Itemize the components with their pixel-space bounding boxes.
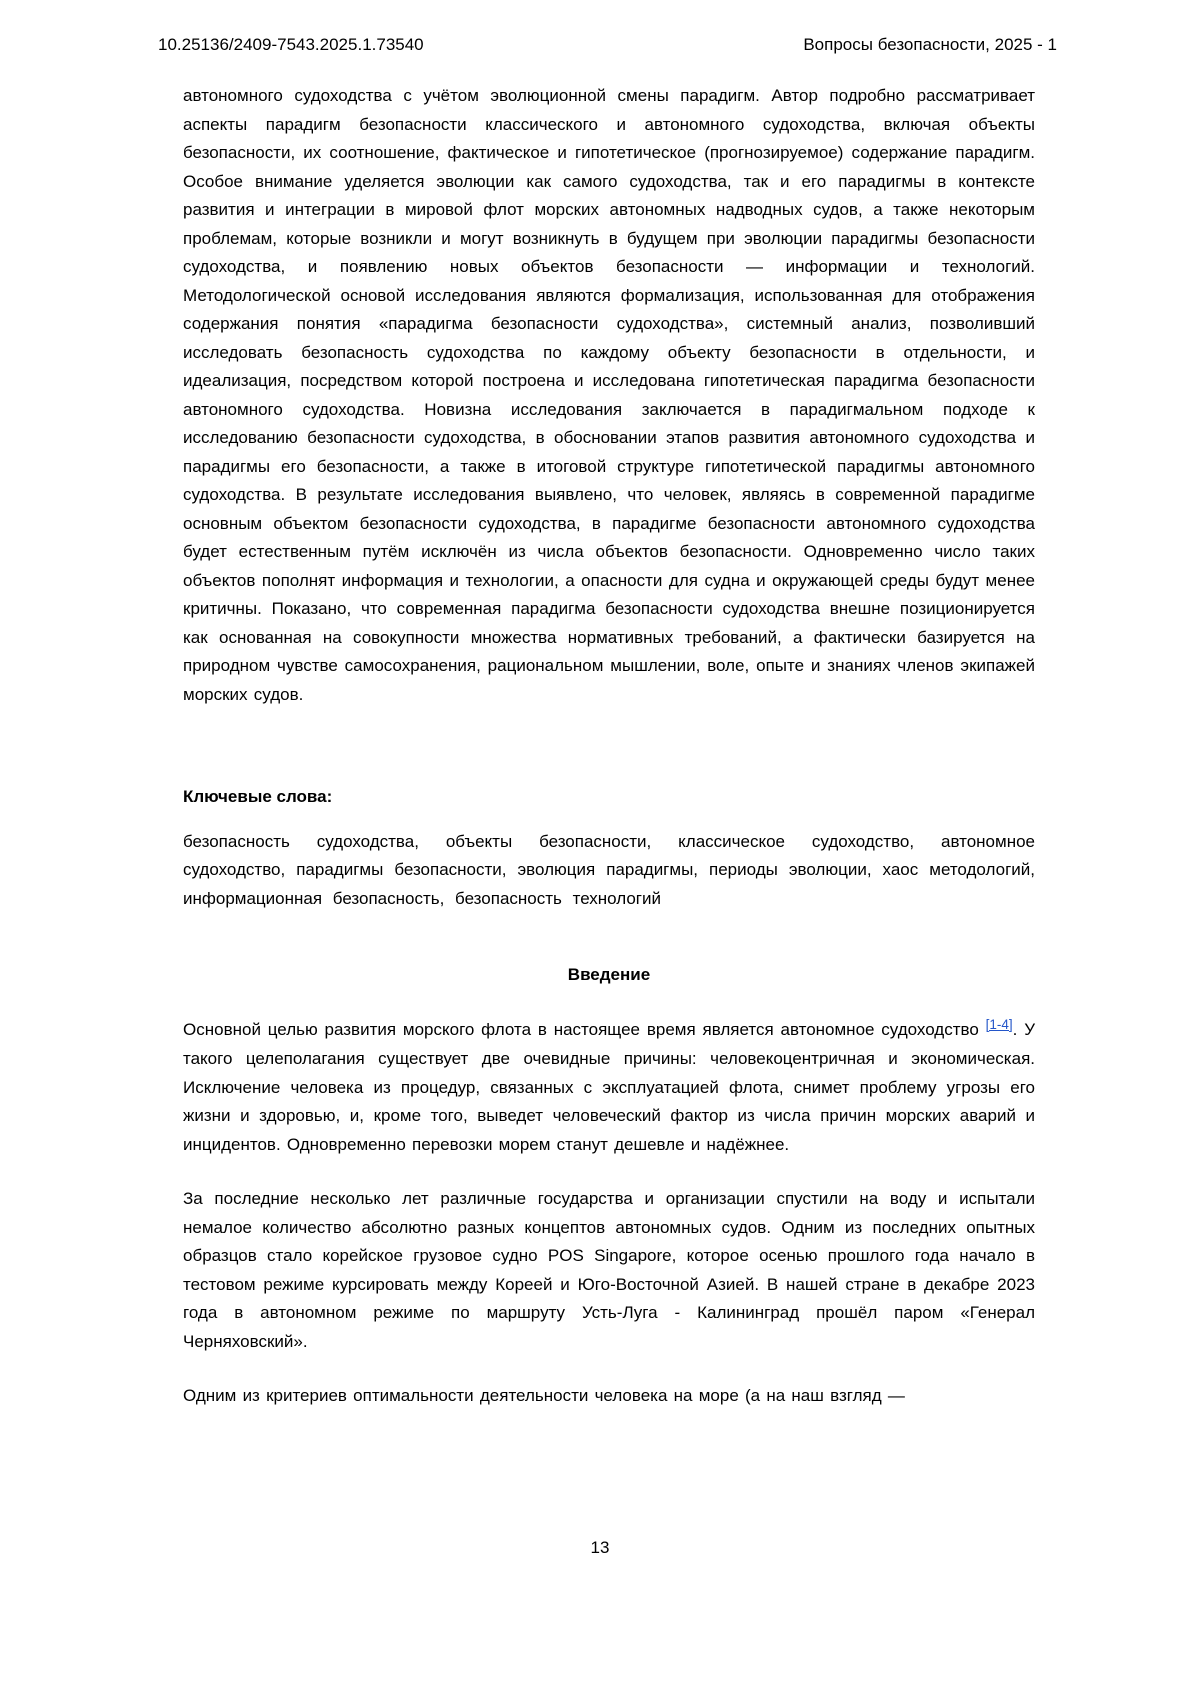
introduction-paragraph-3: Одним из критериев оптимальности деятельности человека на море (а на наш взгляд —	[183, 1386, 905, 1405]
citation-link-1-4[interactable]: [1-4]	[985, 1016, 1013, 1032]
introduction-paragraph-2: За последние несколько лет различные государства и организации спустили на воду и испытали немалое количество абсолютно разных концептов автономных судов. Одним из последних опытных образцов стало корейское грузовое судно POS Singapore, которое осенью прошлого года начало в тестовом режиме курсировать между Кореей и Юго-Восточной Азией. В нашей стране в декабре 2023 года в автономном режиме по маршруту Усть-Луга - Калининград прошёл паром «Генерал Черняховский».	[183, 1189, 1035, 1351]
header-doi: 10.25136/2409-7543.2025.1.73540	[158, 35, 424, 54]
page-content	[183, 82, 1035, 1411]
page-number: 13	[590, 1538, 610, 1557]
header-journal-title: Вопросы безопасности, 2025 - 1	[803, 35, 1057, 54]
paragraph-text-after-citation: . У такого целеполагания существует две очевидные причины: человекоцентричная и экономическая. Исключение человека из процедур, связанных с эксплуатацией флота, снимет проблему угрозы его жизни и здоровью, и, кроме того, выведет человеческий фактор из числа причин морских аварий и инцидентов. Одновременно перевозки морем станут дешевле и надёжнее.	[183, 1019, 1036, 1154]
page-header	[0, 0, 1200, 56]
keywords-label: Ключевые слова:	[183, 787, 333, 806]
introduction-paragraph-1	[183, 1016, 1035, 1160]
introduction-heading: Введение	[567, 965, 651, 984]
keywords-text: безопасность судоходства, объекты безопасности, классическое судоходство, автономное судоходство, парадигмы безопасности, эволюция парадигмы, периоды эволюции, хаос методологий, информационная безопасность, безопасность технологий	[183, 831, 1035, 908]
abstract-paragraph: автономного судоходства с учётом эволюционной смены парадигм. Автор подробно рассматривает аспекты парадигм безопасности классического и автономного судоходства, включая объекты безопасности, их соотношение, фактическое и гипотетическое (прогнозируемое) содержание парадигм. Особое внимание уделяется эволюции как самого судоходства, так и его парадигмы в контексте развития и интеграции в мировой флот морских автономных надводных судов, а также некоторым проблемам, которые возникли и могут возникнуть в будущем при эволюции парадигмы безопасности судоходства, и появлению новых объектов безопасности — информации и технологий. Методологической основой исследования являются формализация, использованная для отображения содержания понятия «парадигма безопасности судоходства», системный анализ, позволивший исследовать безопасность судоходства по каждому объекту безопасности в отдельности, и идеализация, посредством которой построена и исследована гипотетическая парадигма безопасности автономного судоходства. Новизна исследования заключается в парадигмальном подходе к исследованию безопасности судоходства, в обосновании этапов развития автономного судоходства и парадигмы его безопасности, а также в итоговой структуре гипотетической парадигмы автономного судоходства. В результате исследования выявлено, что человек, являясь в современной парадигме основным объектом безопасности судоходства, в парадигме безопасности автономного судоходства будет естественным путём исключён из числа объектов безопасности. Одновременно число таких объектов пополнят информация и технологии, а опасности для судна и окружающей среды будут менее критичны. Показано, что современная парадигма безопасности судоходства внешне позиционируется как основанная на совокупности множества нормативных требований, а фактически базируется на природном чувстве самосохранения, рациональном мышлении, воле, опыте и знаниях членов экипажей морских судов.	[183, 86, 1035, 704]
paragraph-text-before-citation: Основной целью развития морского флота в настоящее время является автономное судоходство	[183, 1019, 986, 1039]
